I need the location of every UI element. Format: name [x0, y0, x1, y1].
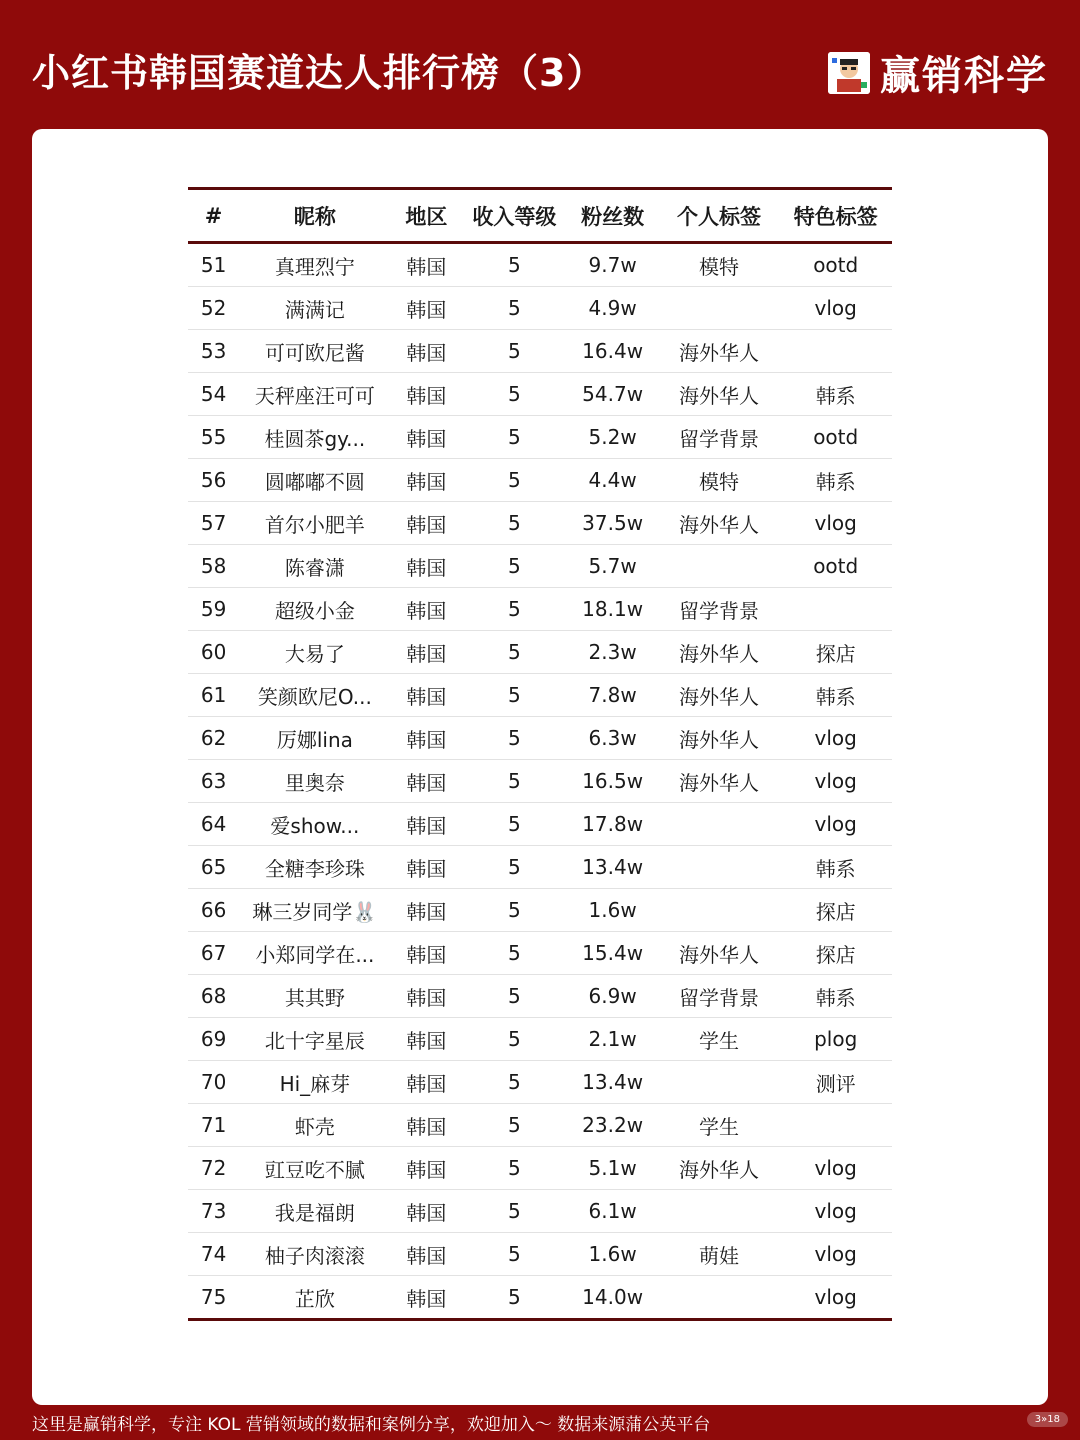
cell-feature-tag — [779, 588, 892, 631]
table-row — [188, 545, 892, 588]
cell-followers: 13.4w — [567, 846, 659, 889]
table-row — [188, 803, 892, 846]
cell-income-level: 5 — [462, 1276, 566, 1320]
cell-feature-tag: 探店 — [779, 932, 892, 975]
cell-nickname: 超级小金 — [239, 588, 390, 631]
cell-personal-tag — [659, 1061, 780, 1104]
table-row — [188, 588, 892, 631]
cell-feature-tag: 韩系 — [779, 373, 892, 416]
cell-personal-tag — [659, 1190, 780, 1233]
cell-personal-tag: 海外华人 — [659, 1147, 780, 1190]
cell-followers: 7.8w — [567, 674, 659, 717]
cell-rank: 75 — [188, 1276, 239, 1320]
cell-personal-tag: 留学背景 — [659, 588, 780, 631]
table-row — [188, 889, 892, 932]
table-row — [188, 1018, 892, 1061]
cell-rank: 74 — [188, 1233, 239, 1276]
cell-region: 韩国 — [391, 631, 463, 674]
cell-rank: 68 — [188, 975, 239, 1018]
cell-personal-tag — [659, 1276, 780, 1320]
cell-followers: 18.1w — [567, 588, 659, 631]
cell-region: 韩国 — [391, 588, 463, 631]
cell-followers: 4.9w — [567, 287, 659, 330]
table-row — [188, 1233, 892, 1276]
cell-rank: 52 — [188, 287, 239, 330]
cell-income-level: 5 — [462, 975, 566, 1018]
table-row — [188, 1276, 892, 1320]
cell-nickname: 天秤座汪可可 — [239, 373, 390, 416]
cell-income-level: 5 — [462, 1233, 566, 1276]
cell-followers: 54.7w — [567, 373, 659, 416]
cell-income-level: 5 — [462, 459, 566, 502]
cell-personal-tag: 模特 — [659, 459, 780, 502]
brand-name: 赢销科学 — [880, 53, 1048, 99]
cell-nickname: 陈睿潇 — [239, 545, 390, 588]
cell-personal-tag: 海外华人 — [659, 502, 780, 545]
cell-feature-tag: ootd — [779, 416, 892, 459]
cell-region: 韩国 — [391, 1233, 463, 1276]
cell-income-level: 5 — [462, 502, 566, 545]
cell-rank: 62 — [188, 717, 239, 760]
cell-feature-tag: vlog — [779, 502, 892, 545]
cell-rank: 56 — [188, 459, 239, 502]
cell-nickname: 大易了 — [239, 631, 390, 674]
cell-region: 韩国 — [391, 975, 463, 1018]
cell-rank: 73 — [188, 1190, 239, 1233]
cell-personal-tag — [659, 287, 780, 330]
cell-income-level: 5 — [462, 1190, 566, 1233]
cell-region: 韩国 — [391, 717, 463, 760]
cell-income-level: 5 — [462, 416, 566, 459]
header-rank: # — [204, 203, 223, 228]
cell-rank: 54 — [188, 373, 239, 416]
cell-region: 韩国 — [391, 889, 463, 932]
cell-rank: 71 — [188, 1104, 239, 1147]
cell-feature-tag: vlog — [779, 803, 892, 846]
cell-income-level: 5 — [462, 330, 566, 373]
cell-income-level: 5 — [462, 1018, 566, 1061]
cell-feature-tag: vlog — [779, 1276, 892, 1320]
cell-nickname: 里奥奈 — [239, 760, 390, 803]
cell-personal-tag: 留学背景 — [659, 416, 780, 459]
header-feature-tag: 特色标签 — [793, 204, 878, 229]
cell-personal-tag: 海外华人 — [659, 717, 780, 760]
cell-nickname: 其其野 — [239, 975, 390, 1018]
cell-followers: 37.5w — [567, 502, 659, 545]
cell-rank: 66 — [188, 889, 239, 932]
brand — [828, 44, 1048, 101]
cell-followers: 16.4w — [567, 330, 659, 373]
cell-nickname: 桂圆茶gy... — [239, 416, 390, 459]
cell-region: 韩国 — [391, 1276, 463, 1320]
table-header-row — [188, 189, 892, 243]
cell-nickname: 真理烈宁 — [239, 243, 390, 287]
cell-rank: 67 — [188, 932, 239, 975]
cell-income-level: 5 — [462, 287, 566, 330]
cell-rank: 70 — [188, 1061, 239, 1104]
cell-feature-tag: ootd — [779, 243, 892, 287]
cell-personal-tag: 模特 — [659, 243, 780, 287]
cell-rank: 72 — [188, 1147, 239, 1190]
table-row — [188, 760, 892, 803]
cell-feature-tag: 韩系 — [779, 459, 892, 502]
cell-nickname: 笑颜欧尼O... — [239, 674, 390, 717]
cell-region: 韩国 — [391, 373, 463, 416]
cell-income-level: 5 — [462, 1147, 566, 1190]
cell-feature-tag: vlog — [779, 760, 892, 803]
cell-personal-tag: 萌娃 — [659, 1233, 780, 1276]
cell-followers: 23.2w — [567, 1104, 659, 1147]
cell-feature-tag: vlog — [779, 1147, 892, 1190]
cell-nickname: 满满记 — [239, 287, 390, 330]
cell-income-level: 5 — [462, 1061, 566, 1104]
cell-nickname: 圆嘟嘟不圆 — [239, 459, 390, 502]
table-row — [188, 502, 892, 545]
cell-feature-tag: plog — [779, 1018, 892, 1061]
cell-nickname: 芷欣 — [239, 1276, 390, 1320]
cell-region: 韩国 — [391, 1061, 463, 1104]
table-row — [188, 243, 892, 287]
ranking-table — [188, 187, 892, 1321]
table-row — [188, 1147, 892, 1190]
cell-feature-tag: vlog — [779, 1233, 892, 1276]
cell-nickname: 北十字星辰 — [239, 1018, 390, 1061]
cell-feature-tag: ootd — [779, 545, 892, 588]
table-row — [188, 1061, 892, 1104]
cell-rank: 65 — [188, 846, 239, 889]
cell-income-level: 5 — [462, 932, 566, 975]
table-row — [188, 459, 892, 502]
cell-nickname: 爱show... — [239, 803, 390, 846]
table-row — [188, 330, 892, 373]
cell-region: 韩国 — [391, 1147, 463, 1190]
cell-nickname: 琳三岁同学🐰 — [239, 889, 390, 932]
cell-followers: 5.7w — [567, 545, 659, 588]
header-followers: 粉丝数 — [581, 204, 645, 229]
cell-nickname: 小郑同学在... — [239, 932, 390, 975]
cell-personal-tag: 海外华人 — [659, 674, 780, 717]
cell-nickname: 可可欧尼酱 — [239, 330, 390, 373]
cell-followers: 1.6w — [567, 889, 659, 932]
cell-personal-tag: 学生 — [659, 1018, 780, 1061]
cell-income-level: 5 — [462, 717, 566, 760]
cell-income-level: 5 — [462, 674, 566, 717]
brand-logo-icon — [828, 52, 870, 94]
cell-followers: 4.4w — [567, 459, 659, 502]
cell-income-level: 5 — [462, 846, 566, 889]
cell-income-level: 5 — [462, 889, 566, 932]
cell-region: 韩国 — [391, 287, 463, 330]
cell-followers: 5.2w — [567, 416, 659, 459]
footer-text: 这里是赢销科学，专注 KOL 营销领域的数据和案例分享，欢迎加入～ 数据来源蒲公英平台 — [32, 1415, 711, 1435]
header-income-level: 收入等级 — [472, 204, 557, 229]
cell-region: 韩国 — [391, 803, 463, 846]
cell-followers: 17.8w — [567, 803, 659, 846]
table-row — [188, 287, 892, 330]
cell-region: 韩国 — [391, 932, 463, 975]
cell-region: 韩国 — [391, 846, 463, 889]
table-row — [188, 932, 892, 975]
cell-income-level: 5 — [462, 1104, 566, 1147]
cell-nickname: 柚子肉滚滚 — [239, 1233, 390, 1276]
cell-rank: 57 — [188, 502, 239, 545]
cell-income-level: 5 — [462, 588, 566, 631]
cell-feature-tag: 测评 — [779, 1061, 892, 1104]
cell-region: 韩国 — [391, 416, 463, 459]
cell-followers: 14.0w — [567, 1276, 659, 1320]
cell-followers: 1.6w — [567, 1233, 659, 1276]
cell-feature-tag: vlog — [779, 1190, 892, 1233]
cell-rank: 60 — [188, 631, 239, 674]
cell-personal-tag — [659, 545, 780, 588]
cell-nickname: 我是福朗 — [239, 1190, 390, 1233]
cell-rank: 69 — [188, 1018, 239, 1061]
cell-income-level: 5 — [462, 373, 566, 416]
cell-followers: 2.1w — [567, 1018, 659, 1061]
table-body — [188, 243, 892, 1320]
cell-nickname: 首尔小肥羊 — [239, 502, 390, 545]
cell-personal-tag: 海外华人 — [659, 760, 780, 803]
table-row — [188, 1190, 892, 1233]
header-personal-tag: 个人标签 — [677, 204, 762, 229]
cell-region: 韩国 — [391, 674, 463, 717]
header-region: 地区 — [405, 204, 448, 229]
cell-region: 韩国 — [391, 760, 463, 803]
cell-feature-tag: 探店 — [779, 631, 892, 674]
cell-followers: 16.5w — [567, 760, 659, 803]
header-nickname: 昵称 — [293, 204, 336, 229]
cell-region: 韩国 — [391, 545, 463, 588]
cell-personal-tag: 海外华人 — [659, 330, 780, 373]
cell-rank: 53 — [188, 330, 239, 373]
cell-personal-tag — [659, 889, 780, 932]
cell-nickname: 豇豆吃不腻 — [239, 1147, 390, 1190]
cell-followers: 5.1w — [567, 1147, 659, 1190]
cell-region: 韩国 — [391, 243, 463, 287]
cell-followers: 6.1w — [567, 1190, 659, 1233]
cell-income-level: 5 — [462, 243, 566, 287]
cell-nickname: 全糖李珍珠 — [239, 846, 390, 889]
cell-region: 韩国 — [391, 1104, 463, 1147]
cell-income-level: 5 — [462, 760, 566, 803]
cell-feature-tag: 韩系 — [779, 975, 892, 1018]
cell-rank: 61 — [188, 674, 239, 717]
cell-rank: 58 — [188, 545, 239, 588]
cell-personal-tag: 留学背景 — [659, 975, 780, 1018]
cell-feature-tag — [779, 1104, 892, 1147]
cell-income-level: 5 — [462, 631, 566, 674]
table-row — [188, 674, 892, 717]
cell-followers: 13.4w — [567, 1061, 659, 1104]
page-indicator: 3»18 — [1027, 1412, 1068, 1427]
cell-personal-tag: 海外华人 — [659, 631, 780, 674]
cell-personal-tag — [659, 846, 780, 889]
cell-followers: 6.9w — [567, 975, 659, 1018]
table-row — [188, 975, 892, 1018]
cell-feature-tag: 探店 — [779, 889, 892, 932]
cell-rank: 51 — [188, 243, 239, 287]
cell-rank: 55 — [188, 416, 239, 459]
cell-feature-tag: 韩系 — [779, 846, 892, 889]
table-row — [188, 416, 892, 459]
cell-feature-tag: vlog — [779, 717, 892, 760]
table-row — [188, 717, 892, 760]
cell-followers: 9.7w — [567, 243, 659, 287]
table-row — [188, 631, 892, 674]
content-card — [32, 129, 1048, 1405]
cell-nickname: Hi_麻芽 — [239, 1061, 390, 1104]
cell-nickname: 虾壳 — [239, 1104, 390, 1147]
cell-nickname: 厉娜lina — [239, 717, 390, 760]
cell-followers: 15.4w — [567, 932, 659, 975]
table-row — [188, 1104, 892, 1147]
cell-income-level: 5 — [462, 545, 566, 588]
cell-rank: 63 — [188, 760, 239, 803]
page-title: 小红书韩国赛道达人排行榜（3） — [32, 51, 606, 95]
cell-region: 韩国 — [391, 330, 463, 373]
cell-personal-tag — [659, 803, 780, 846]
cell-region: 韩国 — [391, 459, 463, 502]
cell-feature-tag: vlog — [779, 287, 892, 330]
cell-income-level: 5 — [462, 803, 566, 846]
table-row — [188, 373, 892, 416]
cell-personal-tag: 海外华人 — [659, 932, 780, 975]
cell-personal-tag: 海外华人 — [659, 373, 780, 416]
cell-feature-tag: 韩系 — [779, 674, 892, 717]
cell-rank: 64 — [188, 803, 239, 846]
cell-region: 韩国 — [391, 1018, 463, 1061]
table-row — [188, 846, 892, 889]
cell-followers: 6.3w — [567, 717, 659, 760]
cell-rank: 59 — [188, 588, 239, 631]
cell-personal-tag: 学生 — [659, 1104, 780, 1147]
cell-followers: 2.3w — [567, 631, 659, 674]
cell-feature-tag — [779, 330, 892, 373]
cell-region: 韩国 — [391, 502, 463, 545]
cell-region: 韩国 — [391, 1190, 463, 1233]
